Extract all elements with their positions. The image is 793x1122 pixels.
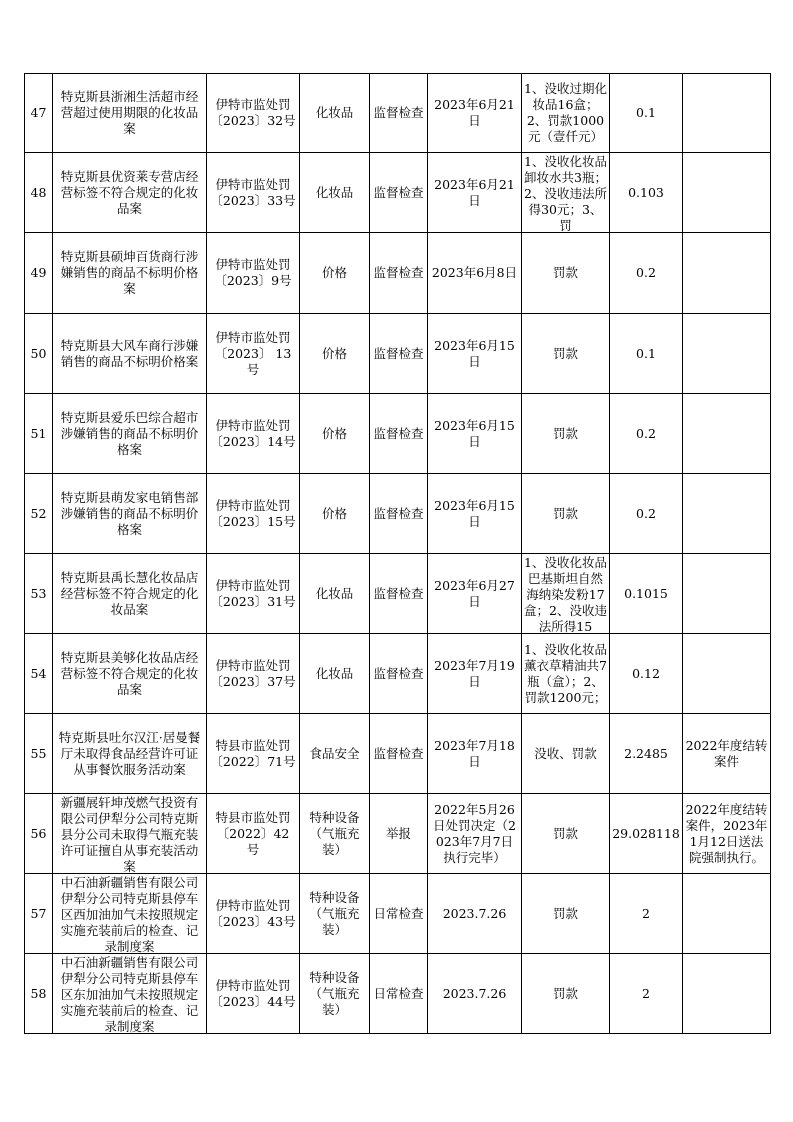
fine-amount-cell [610,874,683,954]
penalty-date: 2023.7.26 [442,985,507,1001]
row-number-cell [25,554,53,634]
case-source-cell [370,634,428,714]
case-source-cell [370,314,428,394]
case-category-cell [300,794,370,874]
case-name: 特克斯县硕坤百货商行涉嫌销售的商品不标明价格案 [60,249,199,296]
case-name-cell [53,314,207,394]
penalty-date: 2023年6月21日 [434,97,515,128]
penalty-content: 罚款 [552,905,578,921]
penalty-date: 2022年5月26日处罚决定（2023年7月7日执行完毕） [433,801,516,865]
case-name: 特克斯县萌发家电销售部涉嫌销售的商品不标明价格案 [60,489,199,537]
fine-amount-cell [610,554,683,634]
case-name-cell [53,394,207,474]
case-name-cell [53,714,207,794]
penalty-content: 1、没收化妆品卸妆水共3瓶；2、没收违法所得30元；3、罚 [524,153,607,232]
penalty-date: 2023年6月15日 [434,497,515,529]
case-category: 价格 [321,425,347,441]
penalty-date-cell [428,794,522,874]
decision-doc-number-cell [207,474,300,554]
fine-amount-cell [610,314,683,394]
case-source-cell [370,153,428,233]
case-category: 食品安全 [309,745,360,761]
penalty-content-cell [522,233,610,314]
decision-doc-number: 伊特市监处罚〔2023〕32号 [210,97,296,128]
case-source-cell [370,874,428,954]
penalty-content: 没收、罚款 [534,745,597,761]
fine-amount-cell [610,954,683,1034]
case-name: 新疆展轩坤茂燃气投资有限公司伊犁分公司特克斯县分公司未取得气瓶充装许可证擅自从事充装活动案 [60,794,199,873]
fine-amount: 0.2 [636,425,656,441]
case-category-cell [300,233,370,314]
decision-doc-number: 伊特市监处罚〔2023〕31号 [210,577,296,609]
case-category-cell [300,554,370,634]
table-row [25,474,771,554]
penalty-content-cell [522,794,610,874]
case-source: 日常检查 [373,905,424,921]
case-source-cell [370,394,428,474]
table-row [25,153,771,233]
remark-cell [683,794,771,874]
penalty-content-cell [522,474,610,554]
case-category: 特种设备（气瓶充装） [309,809,360,857]
case-name-cell [53,233,207,314]
penalty-content: 罚款 [552,825,578,841]
case-name-cell [53,153,207,233]
decision-doc-number: 伊特市监处罚〔2023〕37号 [210,657,296,689]
case-category: 特种设备（气瓶充装） [309,889,360,937]
row-number-cell [25,153,53,233]
fine-amount: 0.1015 [624,585,668,601]
case-category-cell [300,474,370,554]
penalty-date: 2023.7.26 [442,905,507,921]
fine-amount-cell [610,634,683,714]
case-category: 化妆品 [315,184,354,200]
remark-cell [683,394,771,474]
row-number: 49 [30,265,47,280]
penalty-content: 罚款 [552,425,578,441]
case-source: 监督检查 [373,505,424,521]
decision-doc-number-cell [207,954,300,1034]
case-category: 化妆品 [315,105,354,120]
remark-cell [683,153,771,233]
decision-doc-number: 伊特市监处罚〔2023〕14号 [210,417,296,449]
case-name: 特克斯县禹长慧化妆品店经营标签不符合规定的化妆品案 [60,569,199,617]
row-number: 57 [30,905,47,921]
fine-amount: 2 [642,905,650,921]
case-name-cell [53,794,207,874]
penalty-cases-table [24,73,771,1034]
case-source: 监督检查 [373,585,424,601]
decision-doc-number-cell [207,634,300,714]
case-category-cell [300,153,370,233]
row-number-cell [25,714,53,794]
remark-cell [683,954,771,1034]
case-source-cell [370,233,428,314]
penalty-date: 2023年6月27日 [434,577,515,609]
fine-amount-cell [610,74,683,153]
remark-cell [683,874,771,954]
row-number-cell [25,74,53,153]
row-number: 50 [30,345,47,361]
decision-doc-number: 伊特市监处罚〔2023〕44号 [210,977,296,1009]
row-number: 48 [30,184,47,200]
case-source: 举报 [385,825,411,841]
fine-amount: 0.1 [636,105,656,120]
decision-doc-number-cell [207,394,300,474]
penalty-content: 罚款 [552,345,578,361]
penalty-date-cell [428,874,522,954]
decision-doc-number-cell [207,233,300,314]
penalty-date: 2023年6月15日 [434,417,515,449]
penalty-date: 2023年6月15日 [434,337,515,369]
row-number-cell [25,314,53,394]
penalty-date-cell [428,554,522,634]
case-category: 价格 [321,505,347,521]
remark: 2022年度结转案件 [685,737,768,769]
penalty-content-cell [522,314,610,394]
row-number-cell [25,954,53,1034]
table-row [25,874,771,954]
row-number: 51 [30,425,47,441]
case-category: 化妆品 [315,585,354,601]
penalty-content-cell [522,874,610,954]
penalty-date: 2023年7月18日 [434,737,515,769]
remark-cell [683,554,771,634]
case-source: 监督检查 [373,105,424,120]
fine-amount: 0.2 [636,265,656,280]
fine-amount-cell [610,714,683,794]
fine-amount-cell [610,394,683,474]
penalty-content: 罚款 [552,265,578,280]
case-source-cell [370,554,428,634]
penalty-content: 罚款 [552,505,578,521]
penalty-content: 罚款 [552,985,578,1001]
decision-doc-number: 伊特市监处罚〔2023〕 13号 [214,329,292,377]
case-category-cell [300,394,370,474]
fine-amount: 0.12 [632,665,660,681]
penalty-content-cell [522,554,610,634]
penalty-date-cell [428,634,522,714]
penalty-date-cell [428,233,522,314]
fine-amount: 2.2485 [624,745,668,761]
table-row [25,74,771,153]
case-name-cell [53,474,207,554]
row-number: 53 [30,585,47,601]
case-category-cell [300,714,370,794]
row-number: 56 [30,825,47,841]
remark-cell [683,74,771,153]
remark-cell [683,714,771,794]
row-number: 52 [30,505,47,521]
case-name: 特克斯县浙湘生活超市经营超过使用期限的化妆品案 [60,89,199,136]
case-source: 监督检查 [373,265,424,280]
case-name: 特克斯县美够化妆品店经营标签不符合规定的化妆品案 [60,649,199,697]
fine-amount-cell [610,153,683,233]
row-number: 58 [30,985,47,1001]
decision-doc-number-cell [207,554,300,634]
case-name: 中石油新疆销售有限公司伊犁分公司特克斯县停车区西加油加气未按照规定实施充装前后的检查、记录制度案 [60,874,199,953]
decision-doc-number-cell [207,794,300,874]
remark-cell [683,314,771,394]
fine-amount: 0.2 [636,505,656,521]
row-number-cell [25,794,53,874]
case-category: 价格 [321,265,347,280]
row-number-cell [25,474,53,554]
case-source-cell [370,954,428,1034]
case-source: 监督检查 [373,184,424,200]
row-number-cell [25,394,53,474]
case-name: 特克斯县优资莱专营店经营标签不符合规定的化妆品案 [60,168,199,216]
row-number: 54 [30,665,47,681]
case-name-cell [53,634,207,714]
penalty-content-cell [522,394,610,474]
decision-doc-number-cell [207,153,300,233]
penalty-date-cell [428,74,522,153]
case-source-cell [370,714,428,794]
case-source: 监督检查 [373,745,424,761]
fine-amount: 29.028118 [612,825,680,841]
table-row [25,394,771,474]
fine-amount-cell [610,474,683,554]
table-row [25,554,771,634]
penalty-content: 1、没收过期化妆品16盒；2、罚款1000元（壹仟元） [524,81,607,144]
fine-amount-cell [610,233,683,314]
penalty-date-cell [428,474,522,554]
decision-doc-number-cell [207,314,300,394]
decision-doc-number-cell [207,714,300,794]
decision-doc-number: 伊特市监处罚〔2023〕15号 [210,497,296,529]
decision-doc-number: 伊特市监处罚〔2023〕9号 [214,257,292,288]
penalty-content-cell [522,74,610,153]
remark-cell [683,474,771,554]
decision-doc-number: 伊特市监处罚〔2023〕33号 [210,176,296,208]
fine-amount-cell [610,794,683,874]
table-row [25,794,771,874]
penalty-content-cell [522,714,610,794]
table-row [25,314,771,394]
penalty-content-cell [522,954,610,1034]
case-category: 价格 [321,345,347,361]
case-name-cell [53,954,207,1034]
case-source: 监督检查 [373,665,424,681]
penalty-date: 2023年7月19日 [434,657,515,689]
penalty-content: 1、没收化妆品巴基斯坦自然海纳染发粉17盒；2、没收违法所得15 [524,554,607,633]
case-category-cell [300,954,370,1034]
case-source: 监督检查 [373,345,424,361]
penalty-date-cell [428,714,522,794]
penalty-date-cell [428,153,522,233]
table-row [25,634,771,714]
row-number: 47 [30,105,47,120]
table-row [25,714,771,794]
decision-doc-number: 特县市监处罚〔2022〕42 号 [215,809,291,857]
row-number-cell [25,634,53,714]
row-number-cell [25,233,53,314]
case-category: 化妆品 [315,665,354,681]
case-category-cell [300,314,370,394]
case-name: 特克斯县吐尔汉江·居曼餐厅未取得食品经营许可证从事餐饮服务活动案 [58,729,201,777]
decision-doc-number-cell [207,74,300,153]
decision-doc-number: 伊特市监处罚〔2023〕43号 [210,897,296,929]
case-source: 监督检查 [373,425,424,441]
fine-amount: 2 [642,985,650,1001]
table-row [25,954,771,1034]
row-number-cell [25,874,53,954]
fine-amount: 0.103 [628,184,664,200]
case-category-cell [300,634,370,714]
case-name-cell [53,554,207,634]
case-name: 特克斯县大风车商行涉嫌销售的商品不标明价格案 [60,337,199,369]
penalty-content-cell [522,634,610,714]
case-source-cell [370,74,428,153]
remark-cell [683,233,771,314]
case-category: 特种设备（气瓶充装） [309,969,360,1017]
case-source-cell [370,474,428,554]
decision-doc-number: 特县市监处罚〔2022〕71号 [210,737,296,769]
table-row [25,233,771,314]
penalty-content: 1、没收化妆品薰衣草精油共7瓶（盒）；2、罚款1200元； [524,641,607,705]
case-name-cell [53,874,207,954]
row-number: 55 [30,745,47,761]
case-name-cell [53,74,207,153]
penalty-date: 2023年6月8日 [431,265,518,280]
decision-doc-number-cell [207,874,300,954]
case-source-cell [370,794,428,874]
penalty-date-cell [428,954,522,1034]
remark: 2022年度结转案件，2023年1月12日送法院强制执行。 [685,801,768,865]
fine-amount: 0.1 [636,345,656,361]
penalty-date-cell [428,314,522,394]
penalty-date-cell [428,394,522,474]
penalty-date: 2023年6月21日 [434,176,515,208]
case-category-cell [300,74,370,153]
case-name: 特克斯县爱乐巴综合超市涉嫌销售的商品不标明价格案 [60,409,199,457]
case-source: 日常检查 [373,985,424,1001]
remark-cell [683,634,771,714]
case-name: 中石油新疆销售有限公司伊犁分公司特克斯县停车区东加油加气未按照规定实施充装前后的检查、记录制度案 [60,954,199,1033]
case-category-cell [300,874,370,954]
penalty-content-cell [522,153,610,233]
